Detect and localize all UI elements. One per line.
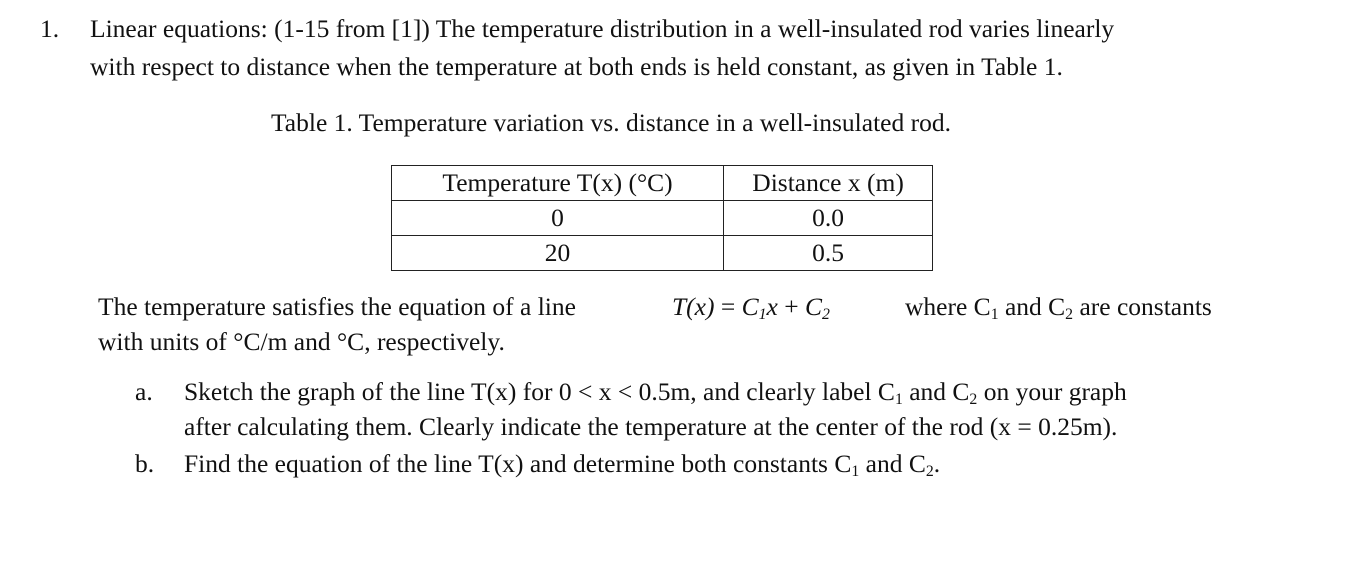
equation-c1-subscript: 1 <box>758 305 767 323</box>
table-caption: Table 1. Temperature variation vs. distance in a well-insulated rod. <box>271 108 951 137</box>
part-a-text-start: Sketch the graph of the line T(x) for 0 < x < 0.5m, and clearly label C <box>184 377 895 406</box>
statement-constants-word: are constants <box>1073 292 1212 321</box>
part-b-text-start: Find the equation of the line T(x) and determine both constants C <box>184 449 852 478</box>
statement-line-2: with units of °C/m and °C, respectively. <box>98 327 505 356</box>
equation-c1: C <box>741 292 759 321</box>
equation-plus: + <box>784 292 799 321</box>
statement-line-1-text: The temperature satisfies the equation of a line <box>98 292 576 321</box>
statement-c2-subscript: 2 <box>1065 305 1074 323</box>
problem-intro-line-1: Linear equations: (1-15 from [1]) The temperature distribution in a well-insulated rod varies linearly <box>90 14 1115 43</box>
equation-x: x <box>766 292 778 321</box>
part-a-c1-subscript: 1 <box>894 390 903 408</box>
statement-c1-subscript: 1 <box>990 305 999 323</box>
part-a-text-and: and C <box>902 377 970 406</box>
problem-number: 1. <box>40 14 60 43</box>
column-header-temperature: Temperature T(x) (°C) <box>392 166 724 201</box>
table-cell-distance: 0.0 <box>724 201 933 236</box>
temperature-table <box>391 165 933 271</box>
equation-c2-subscript: 2 <box>822 305 830 323</box>
part-a-line-1 <box>184 377 1127 408</box>
equation-lhs: T(x) <box>672 292 715 321</box>
statement-constant-c2: and C <box>998 292 1066 321</box>
statement-line-1-after <box>905 292 1212 323</box>
part-a-c2-subscript: 2 <box>969 390 978 408</box>
part-b-c1-subscript: 1 <box>851 462 860 480</box>
part-a-text-end: on your graph <box>977 377 1127 406</box>
table-row <box>392 236 933 271</box>
part-b-marker: b. <box>135 449 155 478</box>
part-a-line-2: after calculating them. Clearly indicate the temperature at the center of the rod (x = 0.25m). <box>184 412 1118 441</box>
table-row <box>392 201 933 236</box>
part-b-text-and: and C <box>859 449 926 478</box>
part-b-text-end: . <box>933 449 941 478</box>
table-header-row <box>392 166 933 201</box>
part-a-marker: a. <box>135 377 153 406</box>
table-cell-temperature: 0 <box>392 201 724 236</box>
part-b-line-1 <box>184 449 941 480</box>
line-equation <box>672 292 830 323</box>
column-header-distance: Distance x (m) <box>724 166 933 201</box>
part-b-c2-subscript: 2 <box>925 462 934 480</box>
equation-c2: C <box>805 292 823 321</box>
table-cell-temperature: 20 <box>392 236 724 271</box>
problem-intro-line-2: with respect to distance when the temperature at both ends is held constant, as given in Table 1. <box>90 52 1063 81</box>
table-cell-distance: 0.5 <box>724 236 933 271</box>
statement-constant-c1: where C <box>905 292 991 321</box>
equation-equals: = <box>720 292 736 321</box>
